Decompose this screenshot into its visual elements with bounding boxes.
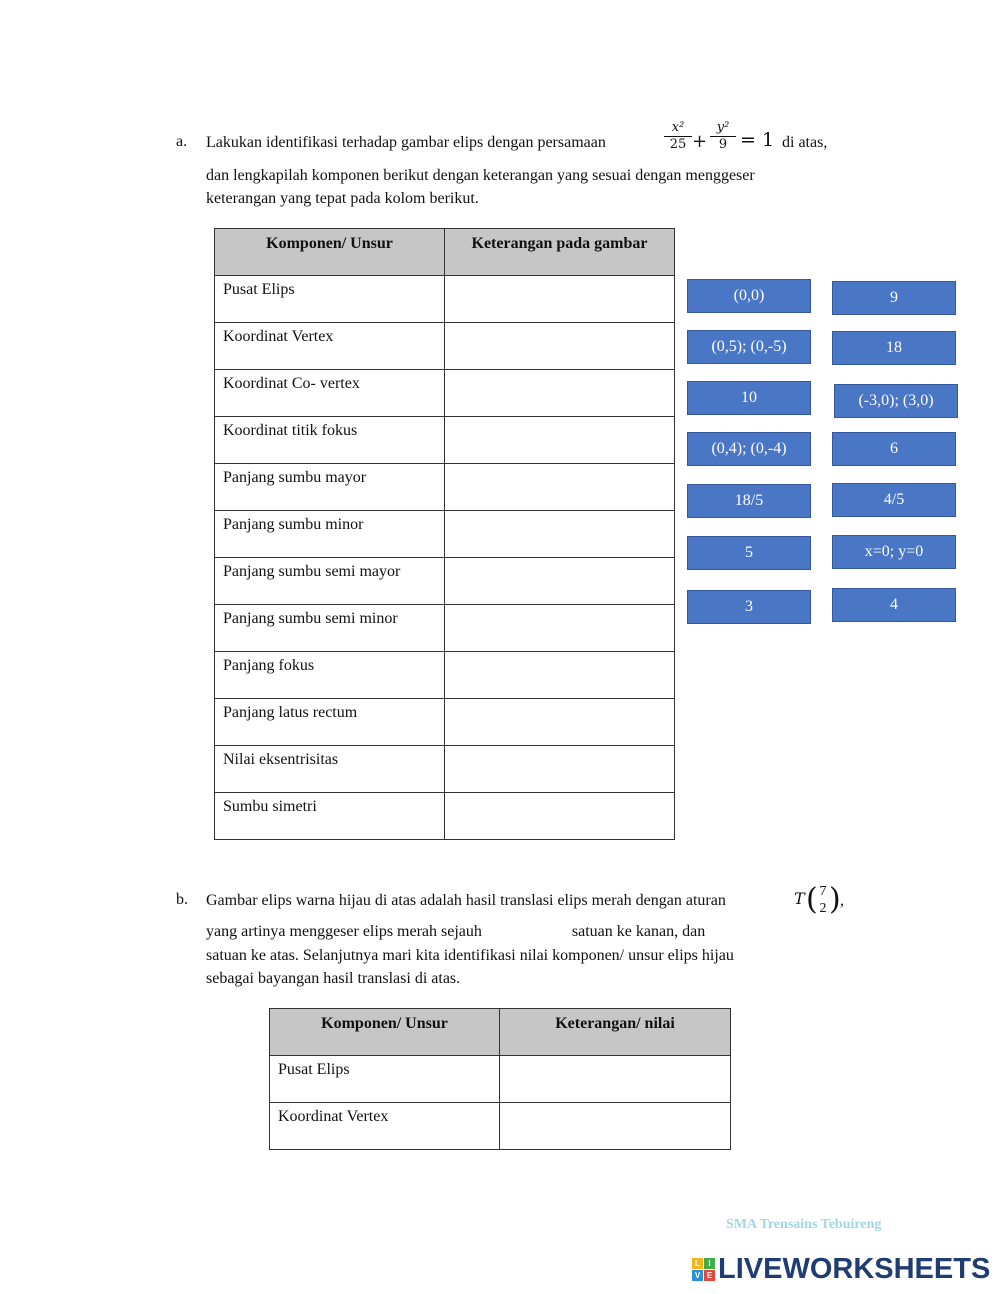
translation-left-paren: ( [806,882,818,917]
translation-vector [818,883,828,917]
table-row [215,276,675,323]
draggable-tile[interactable]: 4 [832,588,956,622]
table-row [215,558,675,605]
draggable-tile[interactable]: (0,5); (0,-5) [687,330,811,364]
drop-zone-panjang-fokus[interactable] [445,652,675,699]
row-label-panjang-latus-rectum: Panjang latus rectum [215,699,445,746]
draggable-tile[interactable]: 6 [832,432,956,466]
row-label-panjang-fokus: Panjang fokus [215,652,445,699]
row-label-koordinat-co-vertex: Koordinat Co- vertex [215,370,445,417]
equation-rhs: = 1 [740,129,775,151]
equation-y-fraction [710,120,736,153]
part-a-line1-after: di atas, [782,134,828,151]
draggable-tile[interactable]: 4/5 [832,483,956,517]
part-a-line3: keterangan yang tepat pada kolom berikut. [206,190,479,207]
components-table-b [269,1008,731,1150]
draggable-tile[interactable]: (0,4); (0,-4) [687,432,811,466]
equation-y-numerator: y² [710,120,736,137]
equation-x-numerator: x² [664,120,692,137]
part-b-line2-a: yang artinya menggeser elips merah sejauh [206,923,482,940]
table-row [215,323,675,370]
translation-symbol: T [794,889,805,908]
row-label-koordinat-vertex-b: Koordinat Vertex [270,1103,500,1150]
part-b-line2 [206,920,705,943]
answer-koordinat-vertex-b[interactable] [500,1103,731,1150]
row-label-sumbu-simetri: Sumbu simetri [215,793,445,840]
drop-zone-nilai-eksentrisitas[interactable] [445,746,675,793]
draggable-tile[interactable]: (0,0) [687,279,811,313]
drop-zone-panjang-sumbu-mayor[interactable] [445,464,675,511]
liveworksheets-logo [692,1254,990,1284]
table-row [215,370,675,417]
part-a-line1-text: Lakukan identifikasi terhadap gambar elips dengan persamaan [206,134,606,151]
equation-x-denominator: 25 [669,137,687,152]
table-a-header-component: Komponen/ Unsur [215,229,445,276]
part-b-line4: sebagai bayangan hasil translasi di atas. [206,970,461,987]
translation-bottom: 2 [819,901,827,916]
draggable-tile[interactable]: (-3,0); (3,0) [834,384,958,418]
components-table-a [214,228,675,840]
table-a-header-description: Keterangan pada gambar [445,229,675,276]
drop-zone-koordinat-vertex[interactable] [445,323,675,370]
part-b-line1: Gambar elips warna hijau di atas adalah hasil translasi elips merah dengan aturan [206,892,726,909]
row-label-pusat-elips: Pusat Elips [215,276,445,323]
row-label-koordinat-titik-fokus: Koordinat titik fokus [215,417,445,464]
row-label-nilai-eksentrisitas: Nilai eksentrisitas [215,746,445,793]
draggable-tile[interactable]: x=0; y=0 [832,535,956,569]
logo-letter: V [692,1270,703,1281]
equation-x-fraction [664,120,692,153]
table-row [215,699,675,746]
drop-zone-pusat-elips[interactable] [445,276,675,323]
liveworksheets-logo-icon [692,1258,715,1281]
logo-letter: I [704,1258,715,1269]
row-label-panjang-sumbu-minor: Panjang sumbu minor [215,511,445,558]
translation-right-paren: ) [829,882,841,917]
draggable-tile[interactable]: 3 [687,590,811,624]
table-row [270,1056,731,1103]
drop-zone-koordinat-titik-fokus[interactable] [445,417,675,464]
liveworksheets-brand: LIVEWORKSHEETS [718,1252,991,1285]
part-b-line1-after: , [840,892,844,909]
answer-pusat-elips-b[interactable] [500,1056,731,1103]
draggable-tile[interactable]: 18 [832,331,956,365]
table-b-header-value: Keterangan/ nilai [500,1009,731,1056]
part-a-line1 [206,131,606,154]
draggable-tile[interactable]: 10 [687,381,811,415]
row-label-pusat-elips-b: Pusat Elips [270,1056,500,1103]
row-label-panjang-sumbu-mayor: Panjang sumbu mayor [215,464,445,511]
table-row [270,1103,731,1150]
part-a-line2: dan lengkapilah komponen berikut dengan keterangan yang sesuai dengan menggeser [206,167,755,184]
part-b-line2-b: satuan ke kanan, dan [571,923,706,940]
table-row [215,793,675,840]
equation-plus: + [692,131,708,152]
row-label-panjang-sumbu-semi-minor: Panjang sumbu semi minor [215,605,445,652]
table-row [215,464,675,511]
part-b-line3: satuan ke atas. Selanjutnya mari kita identifikasi nilai komponen/ unsur elips hijau [206,947,734,964]
part-b-marker: b. [176,891,188,908]
drop-zone-panjang-sumbu-semi-minor[interactable] [445,605,675,652]
table-b-header-component: Komponen/ Unsur [270,1009,500,1056]
drop-zone-panjang-latus-rectum[interactable] [445,699,675,746]
logo-letter: L [692,1258,703,1269]
drop-zone-sumbu-simetri[interactable] [445,793,675,840]
table-row [215,746,675,793]
drop-zone-panjang-sumbu-semi-mayor[interactable] [445,558,675,605]
equation-y-denominator: 9 [718,137,728,152]
logo-letter: E [704,1270,715,1281]
part-a-marker: a. [176,133,188,150]
row-label-panjang-sumbu-semi-mayor: Panjang sumbu semi mayor [215,558,445,605]
table-row [215,417,675,464]
row-label-koordinat-vertex: Koordinat Vertex [215,323,445,370]
school-name: SMA Trensains Tebuireng [726,1217,882,1232]
draggable-tile[interactable]: 9 [832,281,956,315]
table-row [215,511,675,558]
drop-zone-panjang-sumbu-minor[interactable] [445,511,675,558]
drop-zone-koordinat-co-vertex[interactable] [445,370,675,417]
translation-top: 7 [819,884,827,899]
table-row [215,652,675,699]
table-row [215,605,675,652]
draggable-tile[interactable]: 5 [687,536,811,570]
draggable-tile[interactable]: 18/5 [687,484,811,518]
